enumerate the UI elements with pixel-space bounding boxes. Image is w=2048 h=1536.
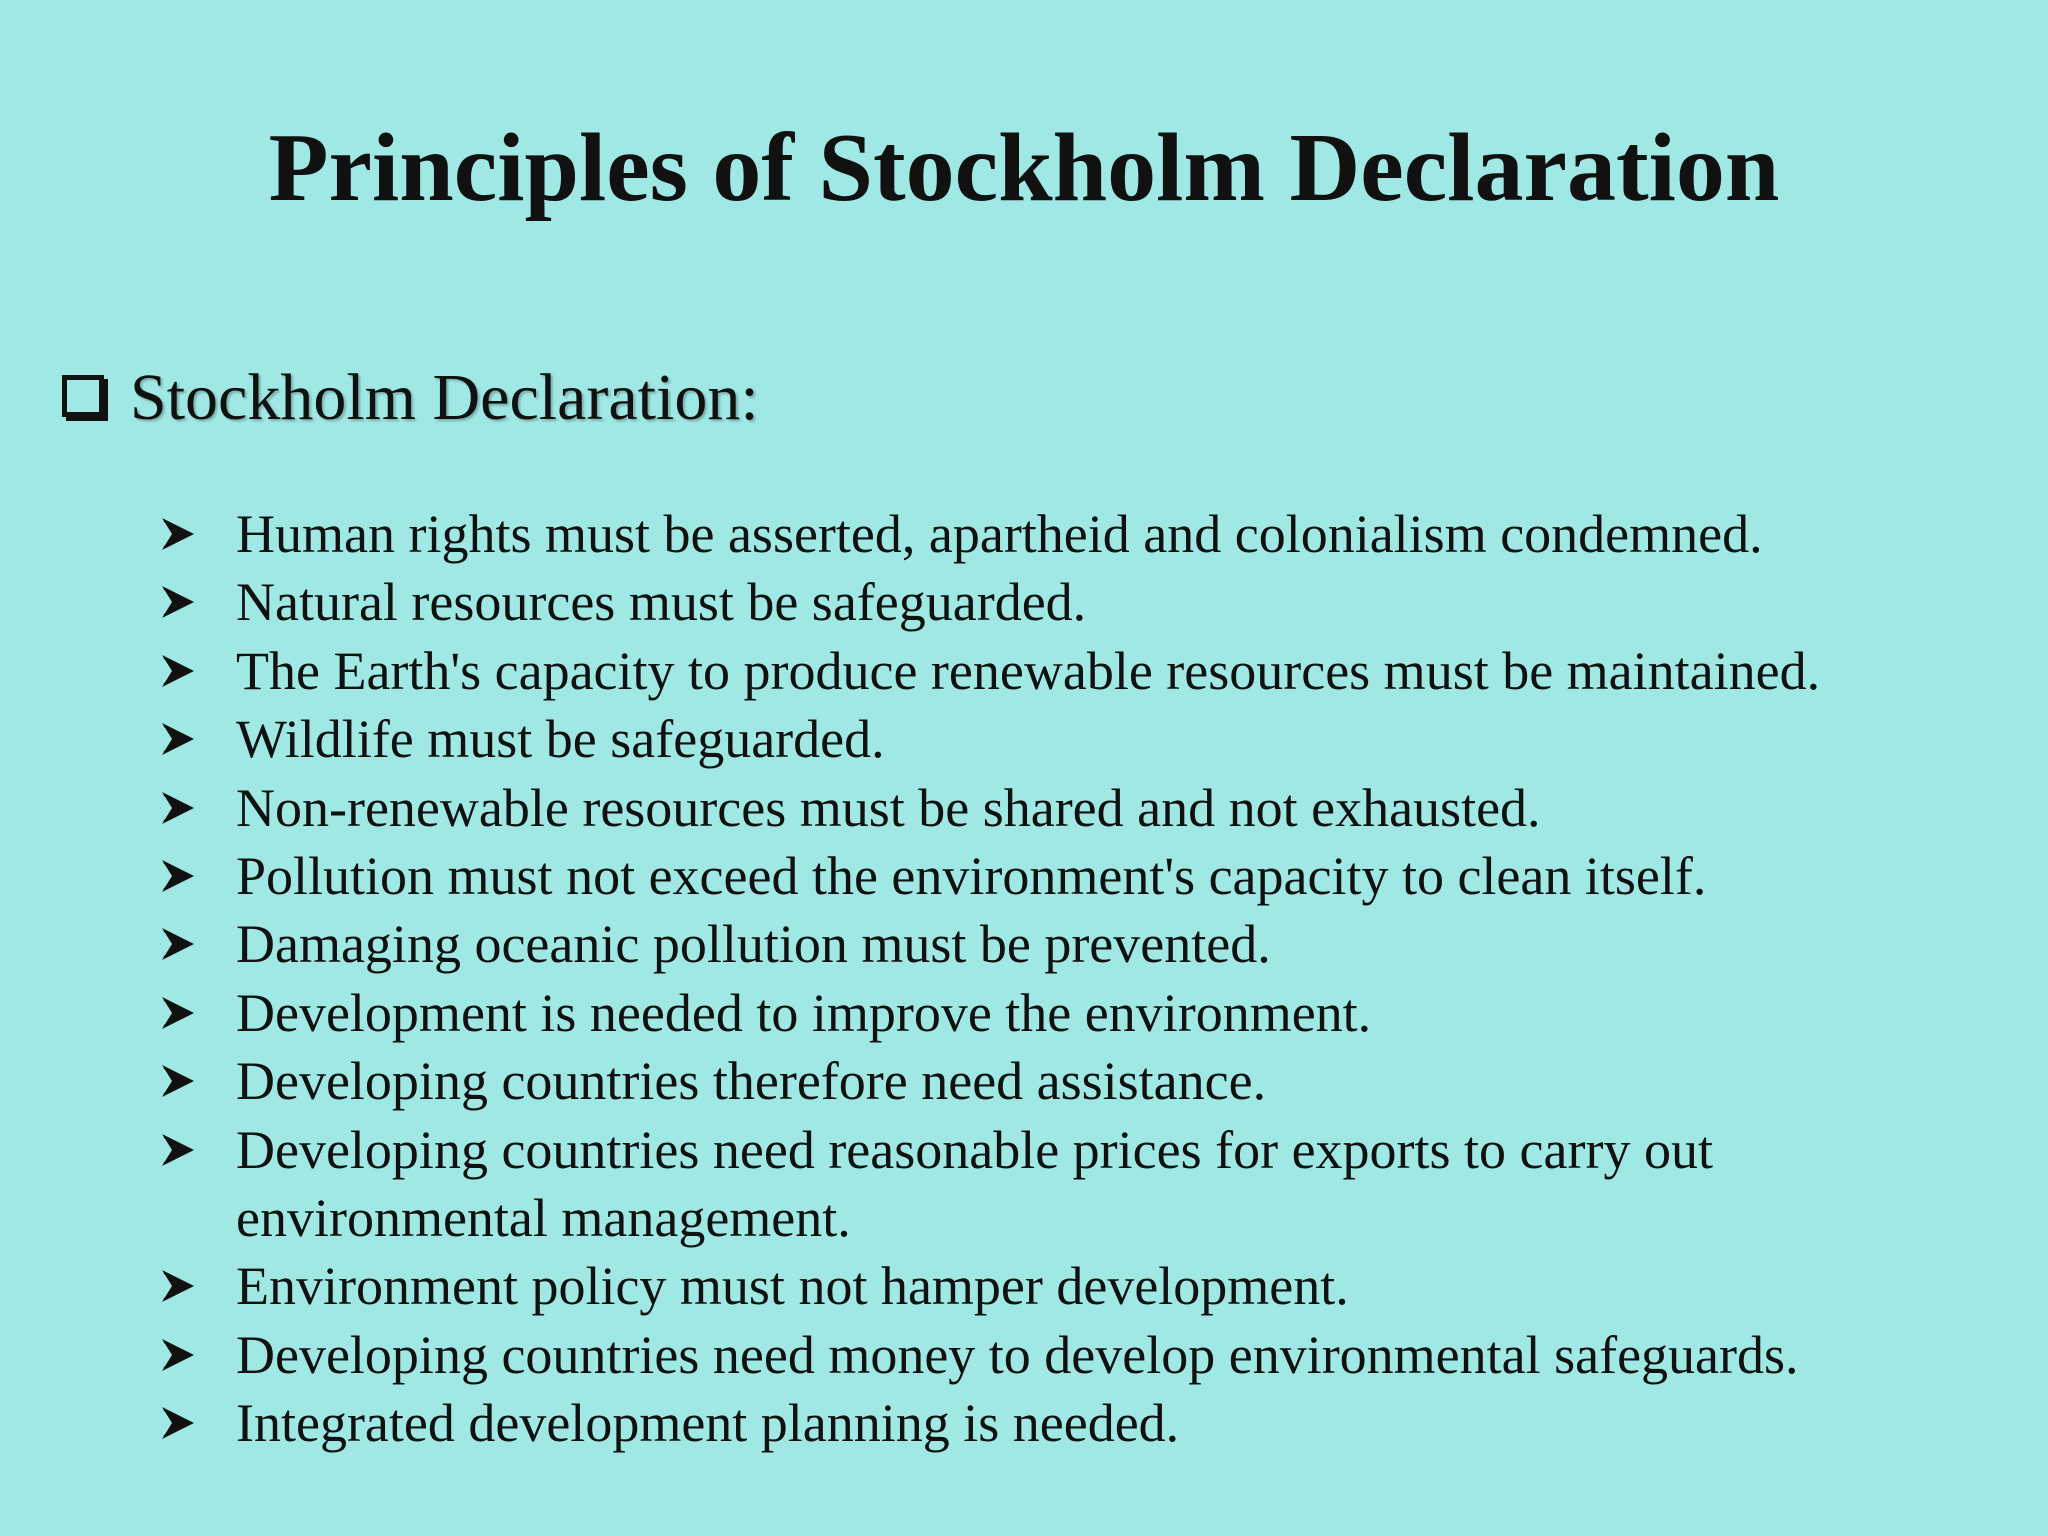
bullet-text: Natural resources must be safeguarded. bbox=[236, 572, 1087, 633]
bullet-item bbox=[160, 1252, 2000, 1320]
bullet-text: Human rights must be asserted, apartheid and colonialism condemned. bbox=[236, 504, 1763, 564]
bullet-list bbox=[160, 500, 2000, 1458]
bullet-item bbox=[160, 842, 2000, 910]
bullet-text: The Earth's capacity to produce renewable resources must be maintained. bbox=[236, 640, 1821, 701]
arrow-bullet-icon bbox=[160, 1047, 236, 1115]
bullet-item bbox=[160, 1389, 2000, 1457]
bullet-text: Pollution must not exceed the environment's capacity to clean itself. bbox=[236, 846, 1707, 907]
bullet-text: Developing countries need money to develop environmental safeguards. bbox=[236, 1324, 1799, 1385]
bullet-item bbox=[160, 1047, 2000, 1115]
arrow-bullet-icon bbox=[160, 979, 236, 1047]
bullet-item bbox=[160, 568, 2000, 636]
bullet-item bbox=[160, 910, 2000, 978]
arrow-bullet-icon bbox=[160, 1389, 236, 1457]
bullet-item bbox=[160, 637, 2000, 705]
checkbox-icon bbox=[62, 375, 104, 417]
arrow-bullet-icon bbox=[160, 842, 236, 910]
section-heading-text: Stockholm Declaration: bbox=[130, 361, 759, 434]
bullet-text: Integrated development planning is needed. bbox=[236, 1393, 1180, 1454]
slide-title: Principles of Stockholm Declaration bbox=[268, 114, 1780, 222]
bullet-item bbox=[160, 979, 2000, 1047]
arrow-bullet-icon bbox=[160, 774, 236, 842]
arrow-bullet-icon bbox=[160, 1116, 236, 1184]
arrow-bullet-icon bbox=[160, 637, 236, 705]
arrow-bullet-icon bbox=[160, 1321, 236, 1389]
bullet-text: Non-renewable resources must be shared and not exhausted. bbox=[236, 777, 1541, 838]
arrow-bullet-icon bbox=[160, 1252, 236, 1320]
bullet-text: Developing countries need reasonable prices for exports to carry out environmental management. bbox=[236, 1119, 1713, 1249]
section-heading bbox=[62, 358, 759, 438]
arrow-bullet-icon bbox=[160, 500, 236, 568]
bullet-text: Wildlife must be safeguarded. bbox=[236, 709, 885, 770]
arrow-bullet-icon bbox=[160, 910, 236, 978]
arrow-bullet-icon bbox=[160, 705, 236, 773]
bullet-text: Development is needed to improve the environment. bbox=[236, 982, 1372, 1043]
bullet-item bbox=[160, 1116, 2000, 1253]
bullet-item bbox=[160, 774, 2000, 842]
bullet-text: Developing countries therefore need assistance. bbox=[236, 1051, 1267, 1112]
arrow-bullet-icon bbox=[160, 568, 236, 636]
bullet-item bbox=[160, 705, 2000, 773]
bullet-text: Environment policy must not hamper development. bbox=[236, 1256, 1349, 1317]
bullet-item bbox=[160, 1321, 2000, 1389]
bullet-item bbox=[160, 500, 2000, 568]
bullet-text: Damaging oceanic pollution must be prevented. bbox=[236, 914, 1271, 975]
